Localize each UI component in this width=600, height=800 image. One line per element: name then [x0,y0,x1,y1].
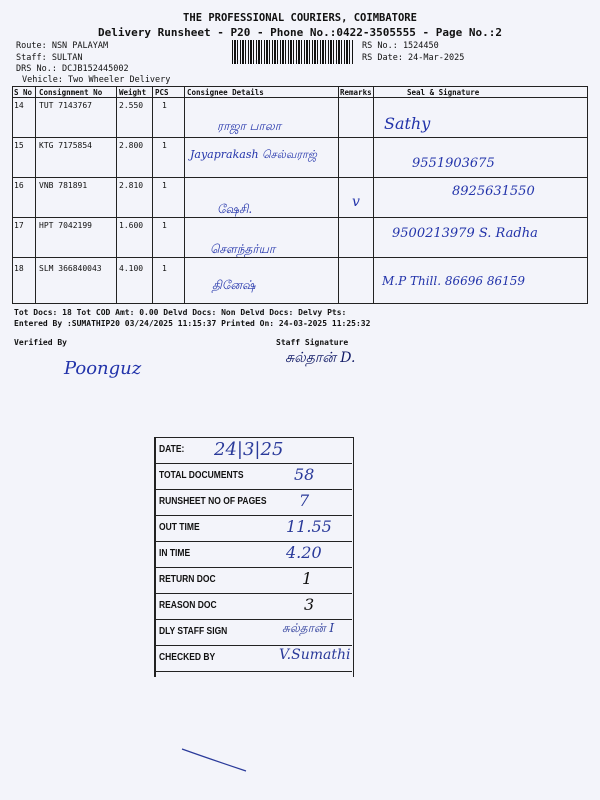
stamp-row-in-time [154,541,352,568]
col-header-remarks: Remarks [340,88,372,97]
col-header-seal: Seal & Signature [407,88,480,97]
rs-date-text: RS Date: 24-Mar-2025 [362,53,465,63]
staff-signature-label: Staff Signature [276,338,349,347]
row-weight: 2.800 [119,141,144,150]
delivery-stamp [154,437,352,677]
rs-no-text: RS No.: 1524450 [362,41,439,51]
stamp-row-checked-by [154,645,352,672]
consignee-handwriting: தினேஷ் [212,278,256,292]
seal-signature-handwriting: 8925631550 [452,184,535,199]
stamp-label: DATE: [159,444,185,455]
stamp-row-runsheet-pages [154,489,352,516]
stamp-label: OUT TIME [159,522,200,533]
stamp-row-out-time [154,515,352,542]
stamp-row-date [154,437,352,464]
row-pcs: 1 [162,101,167,110]
row-consignment: VNB 781891 [39,181,88,190]
seal-signature-handwriting: 9551903675 [412,156,495,171]
consignee-handwriting: சௌந்தர்யா [210,242,276,256]
row-consignment: KTG 7175854 [39,141,92,150]
runsheet-subtitle: Delivery Runsheet - P20 - Phone No.:0422-3505555 - Page No.:2 [98,26,502,39]
stamp-label: REASON DOC [159,600,217,611]
col-header-sno: S No [14,88,33,97]
remarks-handwriting: v [352,194,360,210]
row-sno: 16 [14,181,24,190]
stamp-row-return-doc [154,567,352,594]
row-pcs: 1 [162,221,167,230]
row-consignment: SLM 366840043 [39,264,102,273]
barcode [232,40,354,64]
stamp-value: சுல்தான் I [282,621,335,635]
row-sno: 15 [14,141,24,150]
stamp-value: 3 [304,595,315,614]
stamp-label: RETURN DOC [159,574,216,585]
stamp-label: RUNSHEET NO OF PAGES [159,496,267,507]
totals-line: Tot Docs: 18 Tot COD Amt: 0.00 Delvd Docs: Non Delvd Docs: Delvy Pts: [14,308,347,317]
stamp-value: V.Sumathi [279,647,351,663]
company-title: THE PROFESSIONAL COURIERS, COIMBATORE [183,12,417,24]
row-pcs: 1 [162,181,167,190]
stamp-row-dly-staff-sign [154,619,352,646]
stamp-row-reason-doc [154,593,352,620]
row-sno: 17 [14,221,24,230]
staff-text: Staff: SULTAN [16,53,83,63]
stamp-value: 7 [299,491,310,510]
row-consignment: TUT 7143767 [39,101,92,110]
col-header-pcs: PCS [155,88,169,97]
seal-signature-handwriting: 9500213979 S. Radha [392,226,538,241]
seal-signature-handwriting: Sathy [384,114,431,133]
consignee-handwriting: ராஜா பாலா [217,119,281,133]
row-weight: 1.600 [119,221,144,230]
stamp-row-total-documents [154,463,352,490]
row-consignment: HPT 7042199 [39,221,92,230]
drs-text: DRS No.: DCJB152445002 [16,64,129,74]
stamp-label: DLY STAFF SIGN [159,626,228,637]
col-header-weight: Weight [119,88,147,97]
vehicle-text: Vehicle: Two Wheeler Delivery [22,75,171,85]
consignee-handwriting: Jayaprakash செல்வராஜ் [190,148,317,161]
consignee-handwriting: ஷேசி. [217,202,253,216]
row-weight: 2.810 [119,181,144,190]
stamp-value: 4.20 [286,543,322,562]
verified-by-label: Verified By [14,338,67,347]
staff-signature: சுல்தான் D. [285,350,356,366]
verified-by-signature: Poonguz [64,358,142,379]
stamp-value: 1 [302,569,313,588]
col-header-consignment: Consignment No [39,88,103,97]
pen-stroke-mark [180,745,250,775]
row-pcs: 1 [162,264,167,273]
row-weight: 2.550 [119,101,144,110]
stamp-value: 24|3|25 [214,439,284,460]
stamp-label: TOTAL DOCUMENTS [159,470,244,481]
entered-printed-line: Entered By :SUMATHIP20 03/24/2025 11:15:37 Printed On: 24-03-2025 11:25:32 [14,319,371,328]
route-text: Route: NSN PALAYAM [16,41,109,51]
stamp-value: 11.55 [286,517,332,536]
seal-signature-handwriting: M.P Thill. 86696 86159 [382,274,526,288]
stamp-value: 58 [294,465,315,484]
row-sno: 18 [14,264,24,273]
row-weight: 4.100 [119,264,144,273]
row-sno: 14 [14,101,24,110]
stamp-label: IN TIME [159,548,191,559]
runsheet-table [12,86,588,304]
row-pcs: 1 [162,141,167,150]
col-header-consignee: Consignee Details [187,88,264,97]
stamp-label: CHECKED BY [159,652,216,663]
